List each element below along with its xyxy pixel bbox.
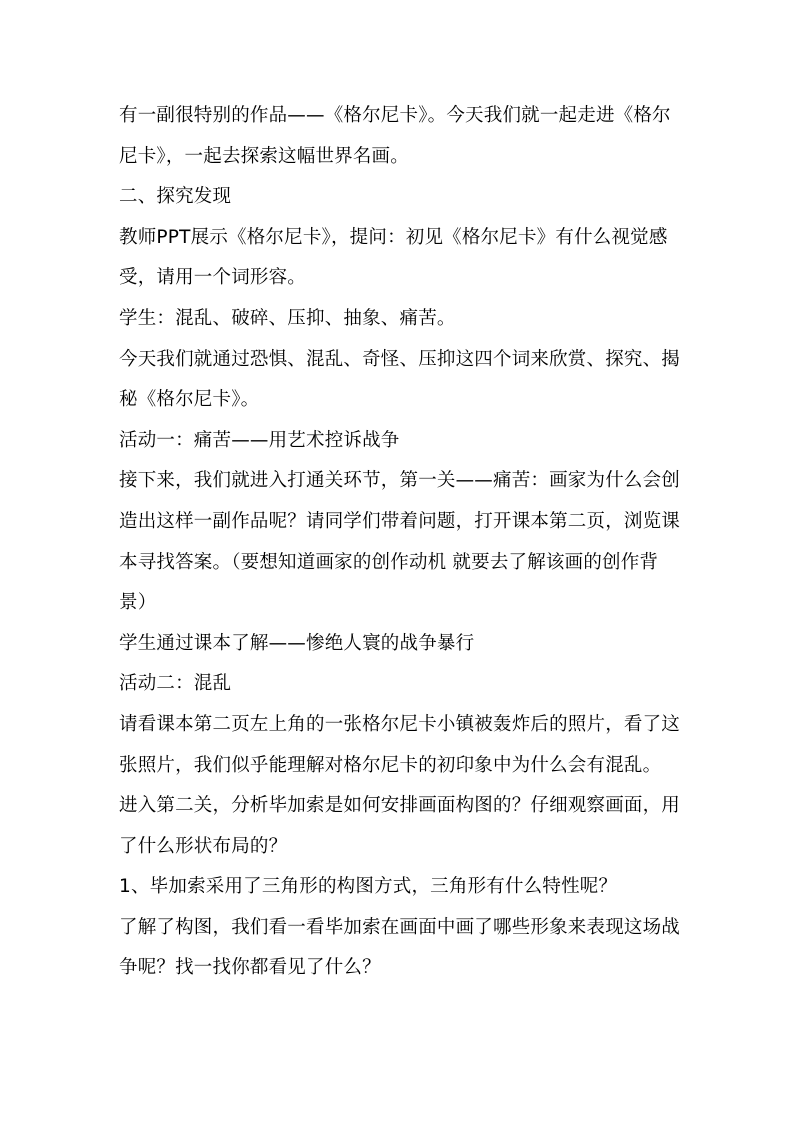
body-line: 了什么形状布局的？ [119, 835, 288, 857]
body-line: 秘《格尔尼卡》。 [119, 389, 260, 411]
activity-heading: 活动二：混乱 [119, 673, 232, 695]
body-line: 有一副很特别的作品——《格尔尼卡》。今天我们就一起走进《格尔 [119, 105, 671, 126]
body-line: 学生：混乱、破碎、压抑、抽象、痛苦。 [119, 307, 456, 329]
body-line: 进入第二关，分析毕加索是如何安排画面构图的？仔细观察画面，用 [119, 795, 681, 817]
body-line: 景） [119, 592, 157, 614]
body-line: 争呢？找一找你都看见了什么？ [119, 957, 381, 979]
body-line: 今天我们就通过恐惧、混乱、奇怪、压抑这四个词来欣赏、探究、揭 [119, 348, 681, 370]
body-line: 受，请用一个词形容。 [119, 267, 307, 289]
section-heading: 二、探究发现 [119, 186, 232, 208]
body-line: 张照片，我们似乎能理解对格尔尼卡的初印象中为什么会有混乱。 [119, 754, 662, 776]
body-line: 接下来，我们就进入打通关环节，第一关——痛苦：画家为什么会创 [119, 470, 681, 492]
body-line: 了解了构图，我们看一看毕加索在画面中画了哪些形象来表现这场战 [119, 916, 681, 938]
body-line: 教师PPT展示《格尔尼卡》，提问：初见《格尔尼卡》有什么视觉感 [119, 226, 668, 248]
body-line: 造出这样一副作品呢？请同学们带着问题，打开课本第二页，浏览课 [119, 510, 681, 532]
body-line: 学生通过课本了解——惨绝人寰的战争暴行 [119, 632, 475, 654]
body-line: 请看课本第二页左上角的一张格尔尼卡小镇被轰炸后的照片，看了这 [119, 713, 681, 735]
body-line: 尼卡》，一起去探索这幅世界名画。 [119, 145, 409, 167]
document-body [119, 96, 679, 989]
numbered-item: 1、毕加索采用了三角形的构图方式，三角形有什么特性呢？ [119, 876, 618, 898]
body-line: 本寻找答案。（要想知道画家的创作动机 就要去了解该画的创作背 [119, 551, 659, 573]
activity-heading: 活动一：痛苦——用艺术控诉战争 [119, 429, 400, 451]
